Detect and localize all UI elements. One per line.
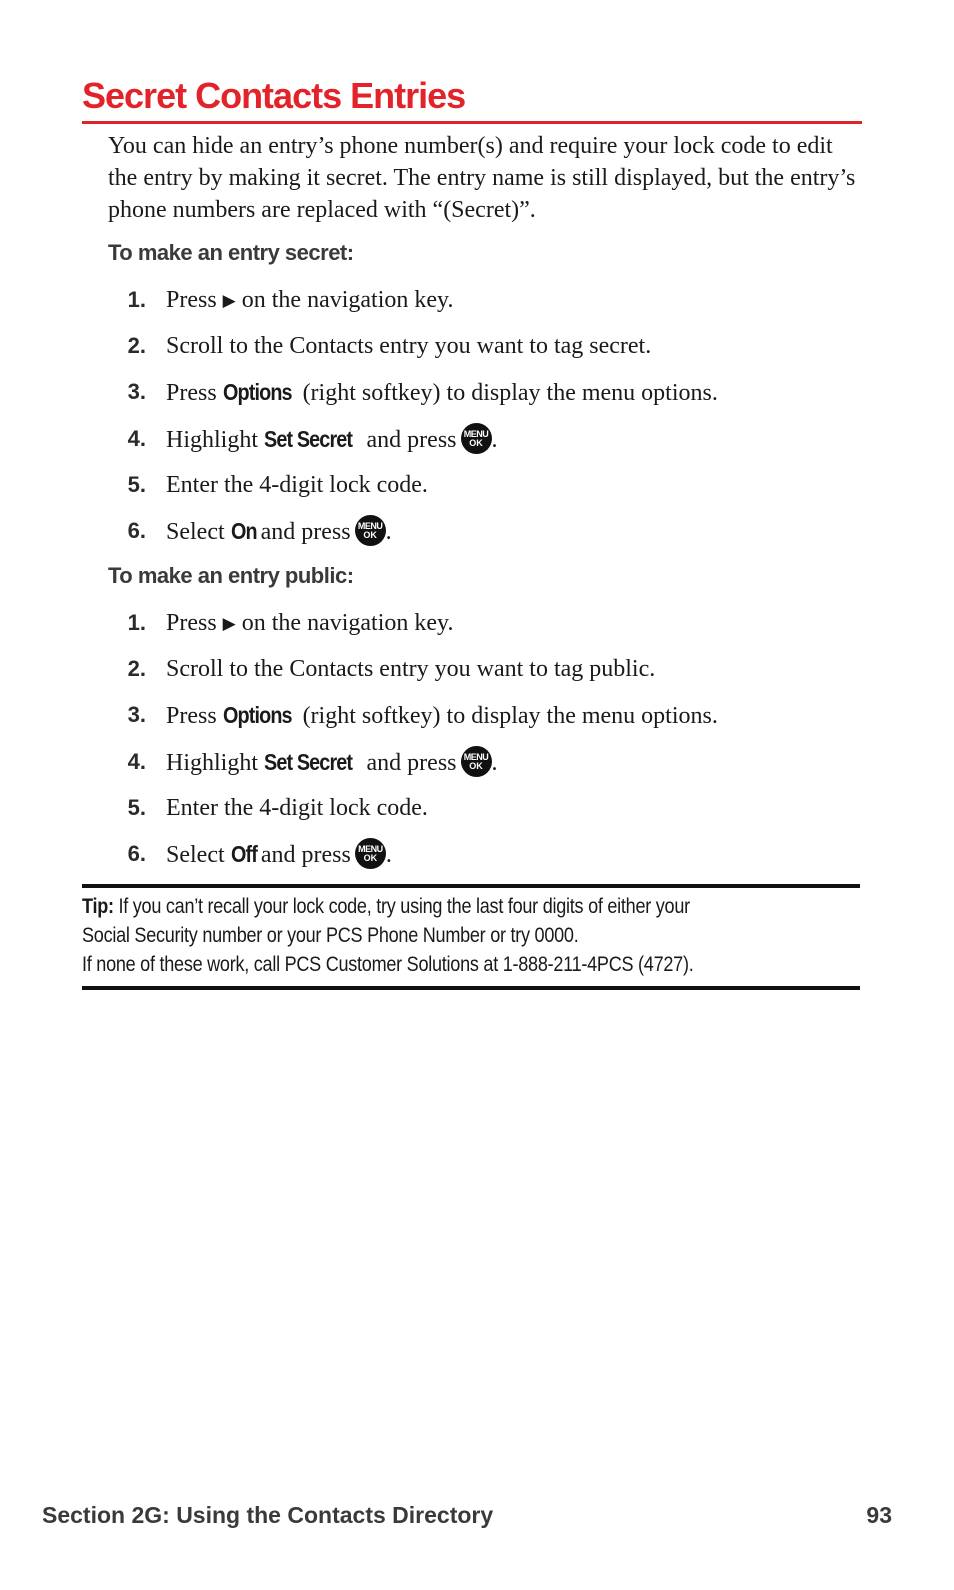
step-number: 4. bbox=[127, 425, 146, 451]
step-number: 6. bbox=[127, 840, 146, 866]
step-text: Scroll to the Contacts entry you want to tag public. bbox=[166, 656, 656, 683]
menu-ok-button-icon: MENU OK bbox=[355, 838, 386, 869]
list-item bbox=[108, 462, 860, 508]
list-item bbox=[108, 369, 860, 415]
step-text: and press bbox=[366, 426, 457, 453]
step-text: and press bbox=[366, 749, 457, 776]
tip-text: If you can’t recall your lock code, try using the last four digits of either your bbox=[118, 895, 690, 918]
step-text: Scroll to the Contacts entry you want to tag secret. bbox=[166, 333, 652, 360]
right-navigation-key-icon: ▶ bbox=[222, 291, 236, 310]
step-number: 3. bbox=[127, 702, 146, 728]
step-text: Highlight bbox=[166, 426, 259, 453]
step-text: Press bbox=[166, 287, 217, 313]
step-text: Enter the 4-digit lock code. bbox=[166, 794, 428, 821]
right-navigation-key-icon: ▶ bbox=[222, 614, 236, 633]
public-steps-list bbox=[108, 600, 860, 877]
list-item bbox=[108, 646, 860, 692]
options-softkey-label: Options bbox=[222, 702, 292, 729]
step-text: (right softkey) to display the menu options. bbox=[302, 703, 718, 730]
set-secret-label: Set Secret bbox=[264, 425, 353, 452]
step-number: 5. bbox=[127, 794, 146, 820]
step-number: 4. bbox=[127, 748, 146, 774]
step-number: 5. bbox=[127, 471, 146, 497]
tip-label: Tip: bbox=[82, 895, 114, 918]
list-item bbox=[108, 739, 860, 785]
on-option-label: On bbox=[230, 517, 257, 544]
tip-box bbox=[82, 884, 860, 990]
step-number: 1. bbox=[127, 287, 146, 312]
tip-line-1 bbox=[82, 892, 856, 921]
step-text: Press bbox=[166, 380, 217, 407]
step-text: and press bbox=[260, 841, 351, 868]
step-text: Enter the 4-digit lock code. bbox=[166, 471, 428, 498]
step-text: . bbox=[491, 749, 498, 776]
step-text: (right softkey) to display the menu options. bbox=[302, 380, 718, 407]
menu-ok-button-icon: MENU OK bbox=[461, 746, 492, 777]
list-item bbox=[108, 323, 860, 369]
list-item bbox=[108, 600, 860, 646]
step-text: Press bbox=[166, 610, 217, 636]
page-number: 93 bbox=[866, 1502, 892, 1528]
off-option-label: Off bbox=[230, 840, 257, 867]
secret-steps-list bbox=[108, 277, 860, 554]
step-text: Press bbox=[166, 703, 217, 730]
step-text: on the navigation key. bbox=[241, 610, 454, 636]
step-text: and press bbox=[260, 518, 351, 545]
step-text: Select bbox=[166, 518, 225, 545]
list-item bbox=[108, 831, 860, 877]
step-number: 1. bbox=[127, 610, 146, 635]
tip-line-3: If none of these work, call PCS Customer Solutions at 1-888-211-4PCS (4727). bbox=[82, 953, 694, 976]
public-section-heading: To make an entry public: bbox=[108, 563, 354, 588]
step-text: . bbox=[385, 518, 392, 545]
list-item bbox=[108, 277, 860, 323]
step-number: 2. bbox=[127, 333, 146, 359]
step-number: 3. bbox=[127, 379, 146, 405]
step-number: 2. bbox=[127, 656, 146, 682]
list-item bbox=[108, 785, 860, 831]
step-text: on the navigation key. bbox=[241, 287, 454, 313]
list-item bbox=[108, 508, 860, 554]
step-number: 6. bbox=[127, 517, 146, 543]
list-item bbox=[108, 692, 860, 738]
step-text: Select bbox=[166, 841, 225, 868]
step-text: . bbox=[491, 426, 498, 453]
footer-section-title: Section 2G: Using the Contacts Directory bbox=[42, 1502, 494, 1528]
secret-section-heading: To make an entry secret: bbox=[108, 240, 354, 265]
tip-line-2: Social Security number or your PCS Phone Number or try 0000. bbox=[82, 924, 579, 947]
list-item bbox=[108, 416, 860, 462]
step-text: . bbox=[385, 841, 392, 868]
intro-paragraph: You can hide an entry’s phone number(s) and require your lock code to edit the entry by making it secret. The entry name is still displayed, but the entry’s phone numbers are replaced with “(Secret)”. bbox=[108, 133, 856, 223]
set-secret-label: Set Secret bbox=[264, 748, 353, 775]
menu-ok-button-icon: MENU OK bbox=[461, 423, 492, 454]
step-text: Highlight bbox=[166, 749, 259, 776]
page-title: Secret Contacts Entries bbox=[82, 72, 862, 124]
options-softkey-label: Options bbox=[222, 379, 292, 406]
menu-ok-button-icon: MENU OK bbox=[355, 515, 386, 546]
